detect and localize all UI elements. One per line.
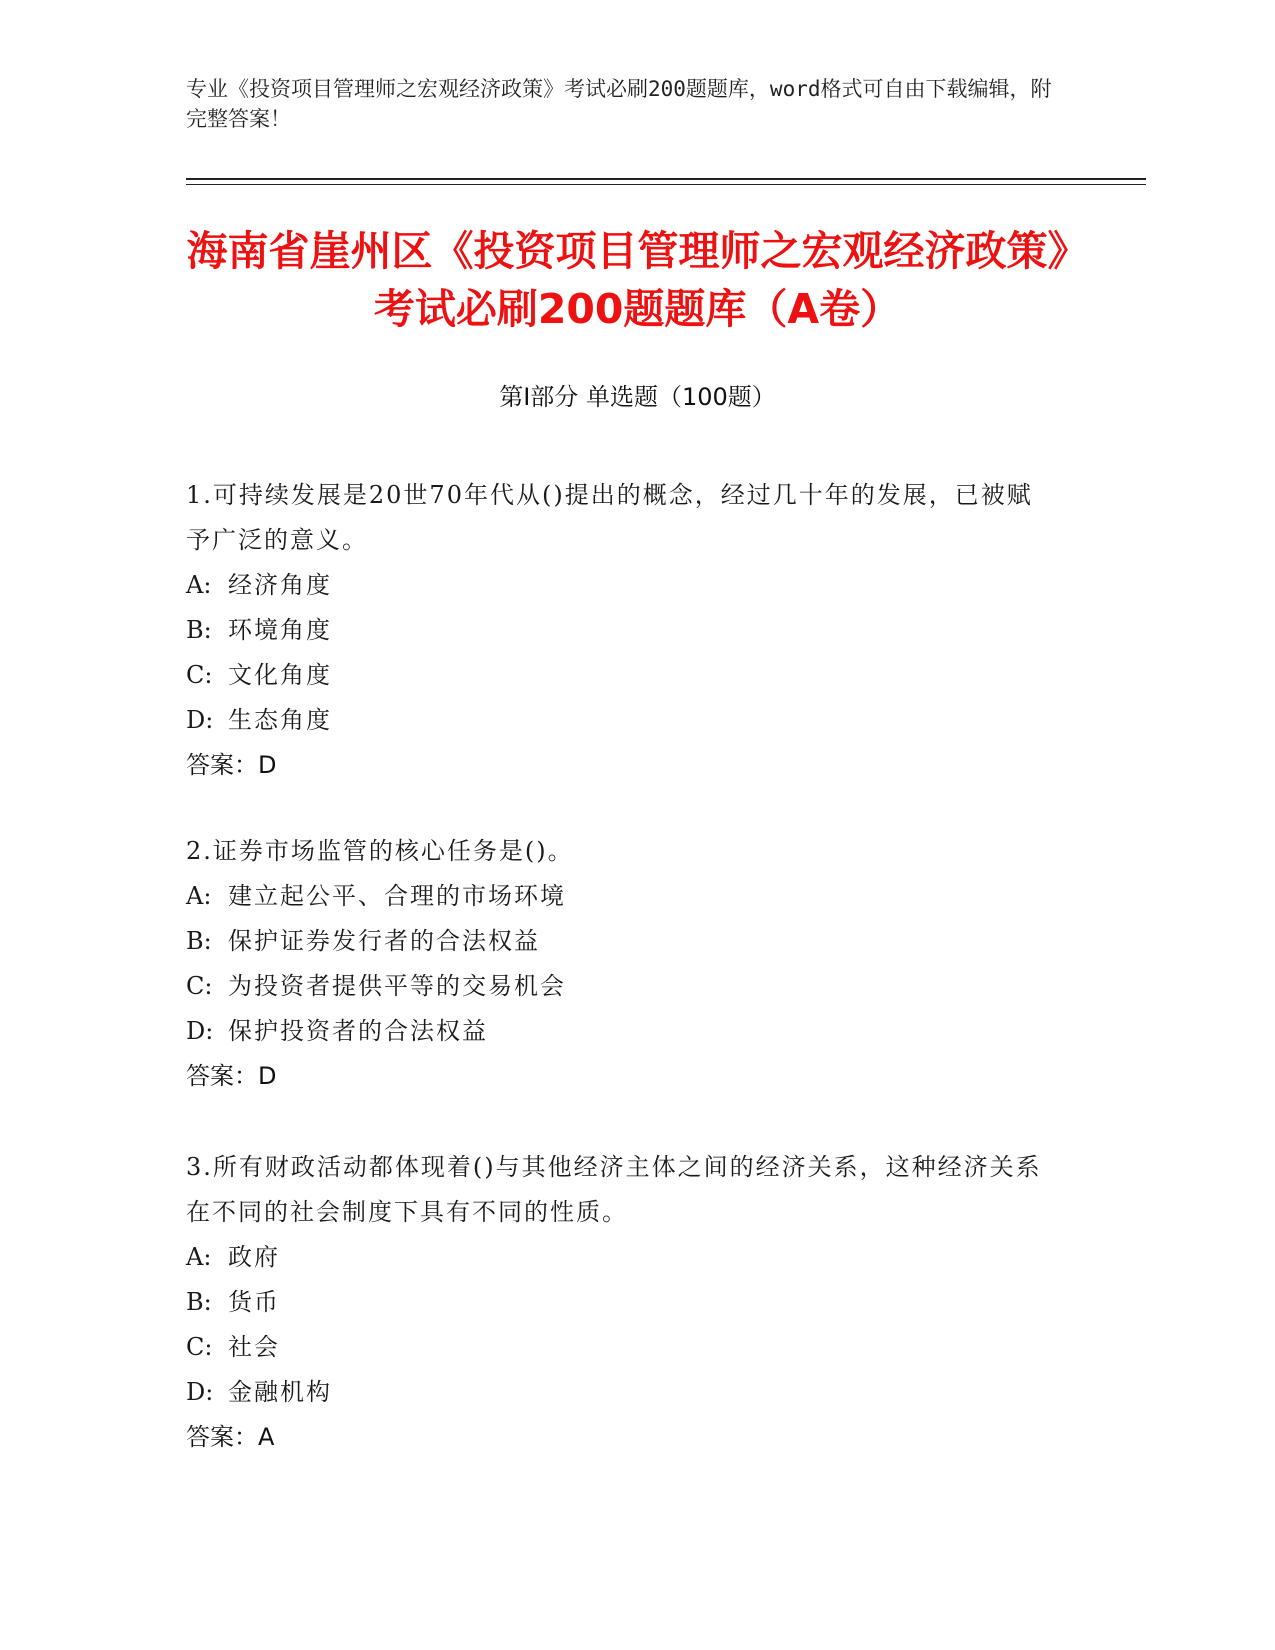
option-text: 货币 <box>228 1288 280 1316</box>
question-1 <box>186 473 1056 788</box>
option-text: 建立起公平、合理的市场环境 <box>228 882 566 910</box>
option-text: 保护投资者的合法权益 <box>228 1017 488 1045</box>
answer: 答案：D <box>186 1062 277 1090</box>
option-text: 为投资者提供平等的交易机会 <box>228 972 566 1000</box>
option-a <box>186 563 1056 608</box>
option-text: 文化角度 <box>228 661 332 689</box>
option-d <box>186 698 1056 743</box>
header-divider-thin <box>186 184 1146 185</box>
option-b <box>186 1280 1056 1325</box>
option-text: 保护证券发行者的合法权益 <box>228 927 540 955</box>
option-a <box>186 874 1056 919</box>
question-stem: 2.证券市场监管的核心任务是()。 <box>186 837 574 865</box>
question-3 <box>186 1145 1056 1460</box>
question-stem: 1.可持续发展是20世70年代从()提出的概念，经过几十年的发展，已被赋予广泛的意义。 <box>186 481 1033 554</box>
option-letter: A: <box>186 1243 212 1271</box>
option-text: 经济角度 <box>228 571 332 599</box>
option-d <box>186 1370 1056 1415</box>
option-letter: D: <box>186 1378 214 1406</box>
option-a <box>186 1235 1056 1280</box>
option-letter: A: <box>186 882 212 910</box>
option-text: 社会 <box>228 1333 280 1361</box>
option-letter: B: <box>186 616 212 644</box>
option-letter: C: <box>186 661 213 689</box>
option-text: 政府 <box>228 1243 280 1271</box>
option-letter: D: <box>186 706 214 734</box>
option-letter: B: <box>186 1288 212 1316</box>
question-2 <box>186 829 1056 1099</box>
document-title: 海南省崖州区《投资项目管理师之宏观经济政策》考试必刷200题题库（A卷） <box>186 227 1089 333</box>
option-letter: A: <box>186 571 212 599</box>
option-letter: D: <box>186 1017 214 1045</box>
option-text: 金融机构 <box>228 1378 332 1406</box>
option-d <box>186 1009 1056 1054</box>
question-stem: 3.所有财政活动都体现着()与其他经济主体之间的经济关系，这种经济关系在不同的社会制度下具有不同的性质。 <box>186 1153 1042 1226</box>
option-c <box>186 653 1056 698</box>
header-note: 专业《投资项目管理师之宏观经济政策》考试必刷200题题库，word格式可自由下载编辑，附完整答案！ <box>186 77 1052 131</box>
option-letter: C: <box>186 1333 213 1361</box>
option-letter: C: <box>186 972 213 1000</box>
option-c <box>186 964 1056 1009</box>
option-b <box>186 919 1056 964</box>
option-letter: B: <box>186 927 212 955</box>
option-text: 环境角度 <box>228 616 332 644</box>
answer: 答案：D <box>186 751 277 779</box>
option-text: 生态角度 <box>228 706 332 734</box>
option-b <box>186 608 1056 653</box>
answer: 答案：A <box>186 1423 275 1451</box>
option-c <box>186 1325 1056 1370</box>
header-divider-thick <box>186 178 1146 180</box>
section-title: 第Ⅰ部分 单选题（100题） <box>499 383 776 411</box>
